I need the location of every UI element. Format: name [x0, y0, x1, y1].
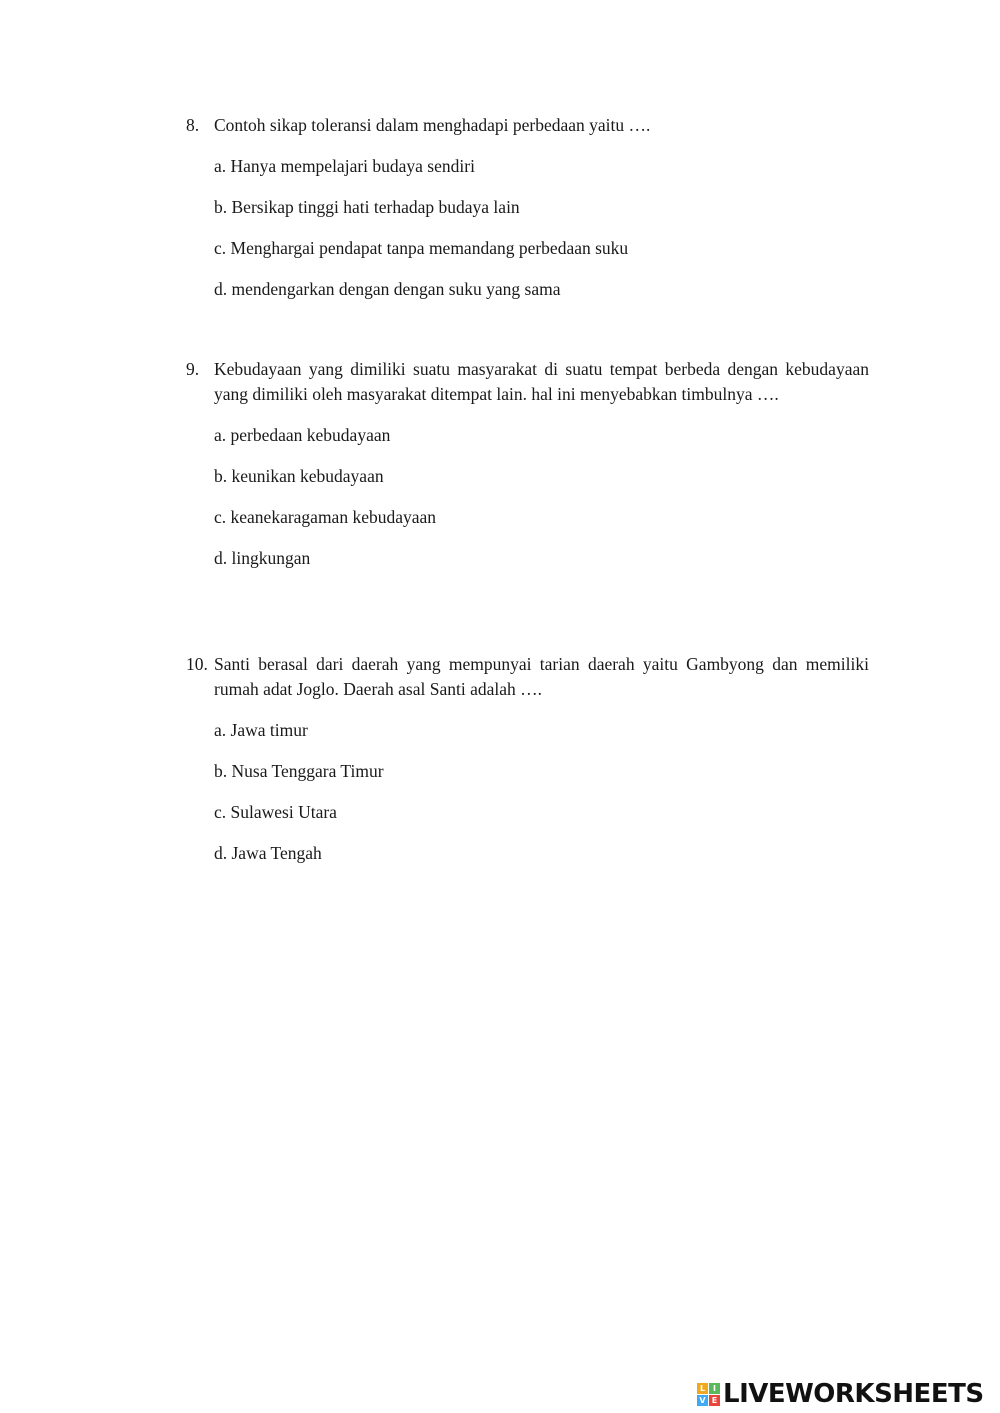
- question-stem: Kebudayaan yang dimiliki suatu masyarakat di suatu tempat berbeda dengan kebudayaan yang dimiliki oleh masyarakat ditempat lain. hal ini menyebabkan timbulnya ….: [214, 359, 869, 404]
- liveworksheets-logo: [697, 1378, 984, 1410]
- question-number: 8.: [186, 115, 200, 135]
- question-stem: Santi berasal dari daerah yang mempunyai tarian daerah yaitu Gambyong dan memiliki rumah adat Joglo. Daerah asal Santi adalah ….: [214, 654, 869, 699]
- logo-icon-cell: V: [697, 1395, 708, 1406]
- option-a[interactable]: a. Jawa timur: [214, 720, 308, 740]
- option-d[interactable]: d. Jawa Tengah: [214, 843, 322, 863]
- option-list: [214, 423, 869, 571]
- logo-text: LIVEWORKSHEETS: [723, 1379, 984, 1409]
- option-c[interactable]: c. Sulawesi Utara: [214, 802, 337, 822]
- question-9: [186, 357, 869, 587]
- logo-icon-cell: E: [709, 1395, 720, 1406]
- option-b[interactable]: b. Nusa Tenggara Timur: [214, 761, 384, 781]
- logo-icon-cell: L: [697, 1383, 708, 1394]
- option-a[interactable]: a. Hanya mempelajari budaya sendiri: [214, 156, 475, 176]
- option-d[interactable]: d. lingkungan: [214, 548, 311, 568]
- question-number: 9.: [186, 359, 200, 379]
- logo-icon-cell: I: [709, 1383, 720, 1394]
- question-8: [186, 113, 869, 318]
- option-a[interactable]: a. perbedaan kebudayaan: [214, 425, 391, 445]
- option-b[interactable]: b. keunikan kebudayaan: [214, 466, 384, 486]
- question-10: [186, 652, 869, 882]
- question-number: 10.: [186, 654, 208, 674]
- question-stem: Contoh sikap toleransi dalam menghadapi perbedaan yaitu ….: [214, 115, 651, 135]
- option-c[interactable]: c. Menghargai pendapat tanpa memandang perbedaan suku: [214, 238, 629, 258]
- option-list: [214, 154, 869, 302]
- option-c[interactable]: c. keanekaragaman kebudayaan: [214, 507, 437, 527]
- option-b[interactable]: b. Bersikap tinggi hati terhadap budaya lain: [214, 197, 520, 217]
- option-d[interactable]: d. mendengarkan dengan dengan suku yang sama: [214, 279, 561, 299]
- option-list: [214, 718, 869, 866]
- liveworksheets-logo-icon: [697, 1383, 720, 1406]
